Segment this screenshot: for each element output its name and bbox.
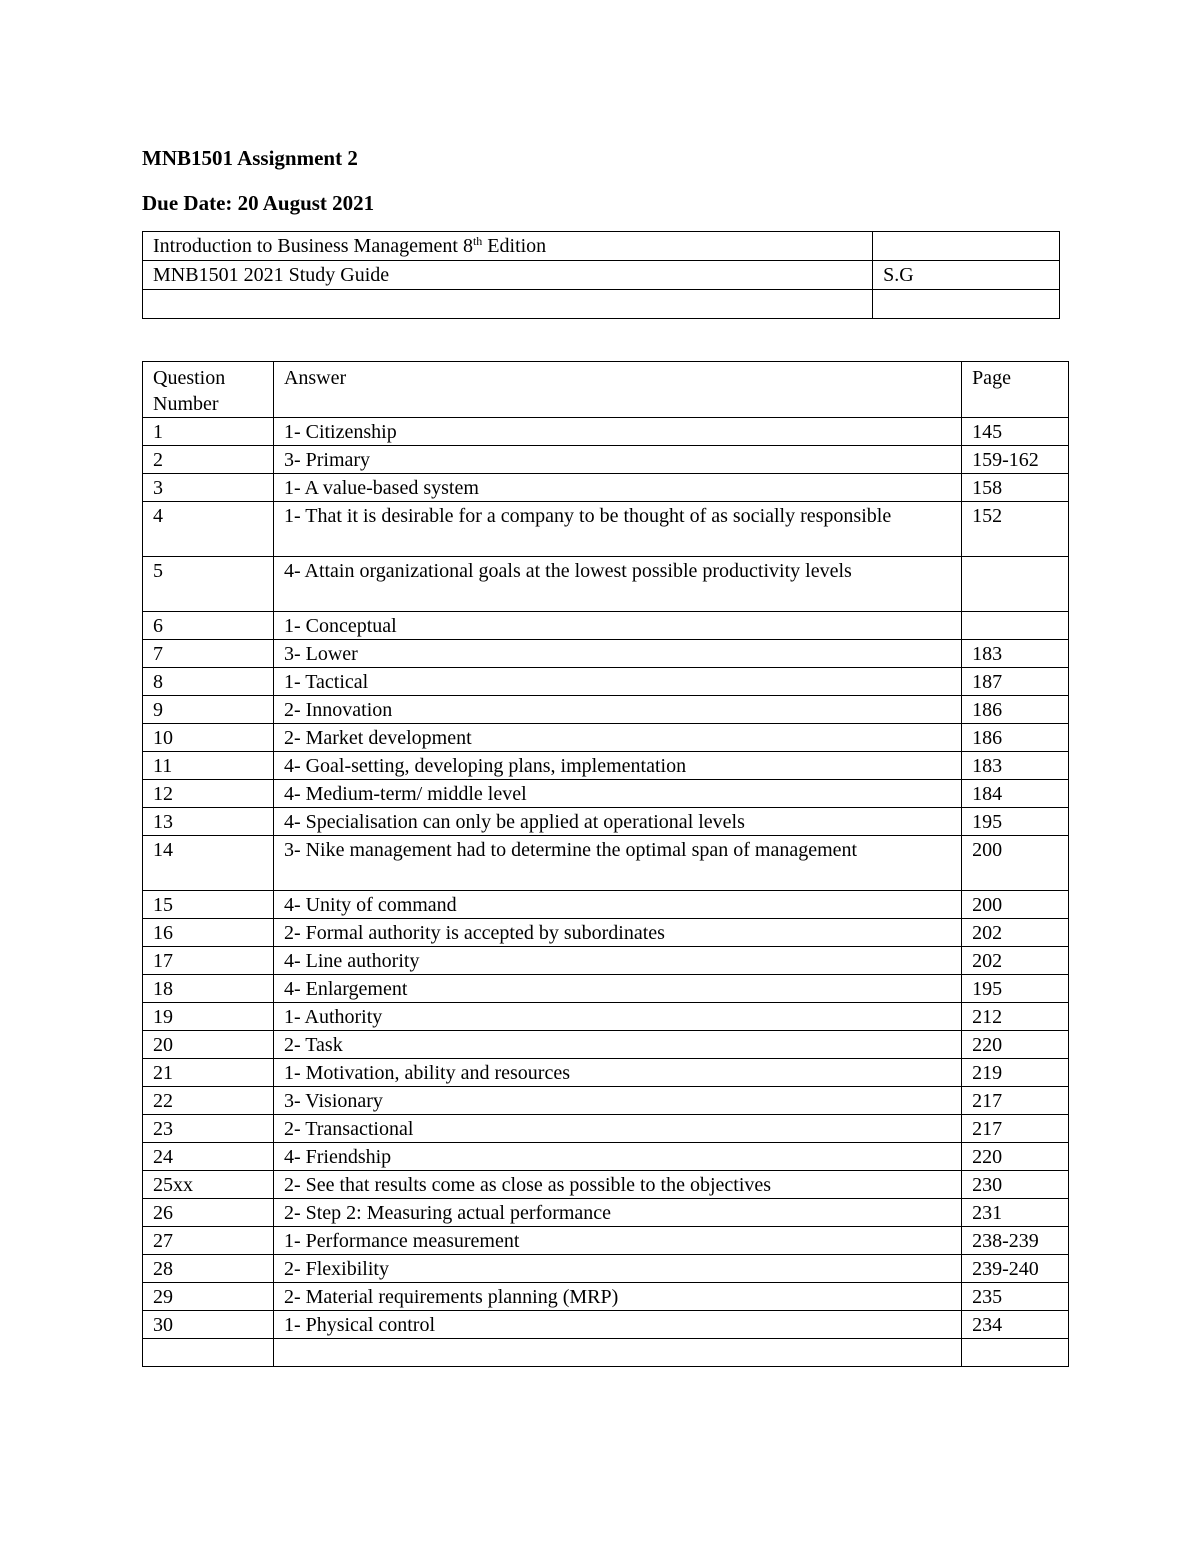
question-number-cell: 3 <box>143 474 274 502</box>
table-row <box>143 1115 1069 1143</box>
table-row <box>143 1031 1069 1059</box>
question-number-cell: 9 <box>143 696 274 724</box>
answer-cell: 4- Enlargement <box>273 975 961 1003</box>
page-cell: 187 <box>962 668 1069 696</box>
answer-cell: 2- Innovation <box>273 696 961 724</box>
table-row <box>143 1087 1069 1115</box>
table-row <box>143 724 1069 752</box>
page-cell <box>962 557 1069 612</box>
table-row <box>143 418 1069 446</box>
answer-cell: 2- Material requirements planning (MRP) <box>273 1283 961 1311</box>
question-number-cell: 20 <box>143 1031 274 1059</box>
table-row <box>143 1003 1069 1031</box>
page-cell: 217 <box>962 1115 1069 1143</box>
sources-table <box>142 231 1060 319</box>
source-row <box>143 261 1060 290</box>
page-cell: 200 <box>962 836 1069 891</box>
question-number-cell: 23 <box>143 1115 274 1143</box>
header-answer: Answer <box>273 362 961 418</box>
due-date: Due Date: 20 August 2021 <box>142 191 375 215</box>
answer-cell: 4- Goal-setting, developing plans, implementation <box>273 752 961 780</box>
question-number-cell: 14 <box>143 836 274 891</box>
answer-cell: 3- Lower <box>273 640 961 668</box>
answer-cell: 4- Specialisation can only be applied at operational levels <box>273 808 961 836</box>
table-row <box>143 1171 1069 1199</box>
table-row <box>143 808 1069 836</box>
page-cell: 145 <box>962 418 1069 446</box>
table-row <box>143 557 1069 612</box>
page-cell: 152 <box>962 502 1069 557</box>
page-cell: 220 <box>962 1143 1069 1171</box>
page-cell: 234 <box>962 1311 1069 1339</box>
table-row <box>143 1199 1069 1227</box>
page-cell: 231 <box>962 1199 1069 1227</box>
page-cell <box>962 612 1069 640</box>
source-abbr <box>873 232 1060 261</box>
question-number-cell: 5 <box>143 557 274 612</box>
page-cell: 202 <box>962 947 1069 975</box>
table-row <box>143 640 1069 668</box>
table-row <box>143 1283 1069 1311</box>
source-row <box>143 232 1060 261</box>
table-row <box>143 696 1069 724</box>
page-cell: 158 <box>962 474 1069 502</box>
answer-cell: 1- Physical control <box>273 1311 961 1339</box>
table-row <box>143 1339 1069 1367</box>
answer-cell: 1- A value-based system <box>273 474 961 502</box>
question-number-cell: 29 <box>143 1283 274 1311</box>
answer-cell: 2- Flexibility <box>273 1255 961 1283</box>
table-row <box>143 1059 1069 1087</box>
table-row <box>143 612 1069 640</box>
question-number-cell: 7 <box>143 640 274 668</box>
page-cell: 200 <box>962 891 1069 919</box>
document-title: MNB1501 Assignment 2 <box>142 146 358 170</box>
question-number-cell: 26 <box>143 1199 274 1227</box>
question-number-cell: 19 <box>143 1003 274 1031</box>
question-number-cell: 12 <box>143 780 274 808</box>
table-row <box>143 668 1069 696</box>
answer-cell: 1- Motivation, ability and resources <box>273 1059 961 1087</box>
answer-cell: 3- Nike management had to determine the optimal span of management <box>273 836 961 891</box>
answer-cell: 1- That it is desirable for a company to be thought of as socially responsible <box>273 502 961 557</box>
table-row <box>143 1311 1069 1339</box>
page-cell: 159-162 <box>962 446 1069 474</box>
table-row <box>143 836 1069 891</box>
question-number-cell: 10 <box>143 724 274 752</box>
source-name: Introduction to Business Management 8th Edition <box>143 232 873 261</box>
page-cell: 195 <box>962 975 1069 1003</box>
table-row <box>143 752 1069 780</box>
answers-table <box>142 361 1069 1367</box>
question-number-cell: 17 <box>143 947 274 975</box>
question-number-cell: 25xx <box>143 1171 274 1199</box>
answer-cell: 3- Primary <box>273 446 961 474</box>
answer-cell: 1- Citizenship <box>273 418 961 446</box>
question-number-cell: 11 <box>143 752 274 780</box>
answer-cell: 2- Market development <box>273 724 961 752</box>
source-row <box>143 290 1060 319</box>
answer-cell: 2- Transactional <box>273 1115 961 1143</box>
answer-cell: 2- See that results come as close as possible to the objectives <box>273 1171 961 1199</box>
page-cell: 186 <box>962 696 1069 724</box>
page-cell: 219 <box>962 1059 1069 1087</box>
question-number-cell: 28 <box>143 1255 274 1283</box>
table-row <box>143 474 1069 502</box>
question-number-cell: 30 <box>143 1311 274 1339</box>
answer-cell: 4- Unity of command <box>273 891 961 919</box>
table-row <box>143 502 1069 557</box>
answer-cell: 4- Line authority <box>273 947 961 975</box>
page-cell: 195 <box>962 808 1069 836</box>
answer-cell: 1- Authority <box>273 1003 961 1031</box>
page-cell: 239-240 <box>962 1255 1069 1283</box>
page-cell: 184 <box>962 780 1069 808</box>
question-number-cell: 21 <box>143 1059 274 1087</box>
answer-cell: 2- Formal authority is accepted by subordinates <box>273 919 961 947</box>
table-row <box>143 947 1069 975</box>
question-number-cell: 15 <box>143 891 274 919</box>
answer-cell: 4- Medium-term/ middle level <box>273 780 961 808</box>
question-number-cell: 2 <box>143 446 274 474</box>
question-number-cell: 4 <box>143 502 274 557</box>
page-cell: 220 <box>962 1031 1069 1059</box>
page-cell: 212 <box>962 1003 1069 1031</box>
page-cell: 183 <box>962 640 1069 668</box>
answer-cell: 4- Friendship <box>273 1143 961 1171</box>
question-number-cell: 16 <box>143 919 274 947</box>
question-number-cell: 6 <box>143 612 274 640</box>
question-number-cell: 24 <box>143 1143 274 1171</box>
page-cell: 230 <box>962 1171 1069 1199</box>
table-row <box>143 1255 1069 1283</box>
answer-cell: 1- Performance measurement <box>273 1227 961 1255</box>
table-header-row <box>143 362 1069 418</box>
table-row <box>143 975 1069 1003</box>
question-number-cell: 8 <box>143 668 274 696</box>
answer-cell: 1- Tactical <box>273 668 961 696</box>
source-name <box>143 290 873 319</box>
table-row <box>143 446 1069 474</box>
answer-cell <box>273 1339 961 1367</box>
page-cell: 217 <box>962 1087 1069 1115</box>
table-row <box>143 1227 1069 1255</box>
page-cell <box>962 1339 1069 1367</box>
page-cell: 238-239 <box>962 1227 1069 1255</box>
table-row <box>143 1143 1069 1171</box>
answer-cell: 2- Step 2: Measuring actual performance <box>273 1199 961 1227</box>
source-name: MNB1501 2021 Study Guide <box>143 261 873 290</box>
page-cell: 186 <box>962 724 1069 752</box>
question-number-cell: 22 <box>143 1087 274 1115</box>
question-number-cell <box>143 1339 274 1367</box>
source-abbr <box>873 290 1060 319</box>
header-question-number: Question Number <box>143 362 274 418</box>
question-number-cell: 1 <box>143 418 274 446</box>
answer-cell: 3- Visionary <box>273 1087 961 1115</box>
page-cell: 235 <box>962 1283 1069 1311</box>
answer-cell: 4- Attain organizational goals at the lowest possible productivity levels <box>273 557 961 612</box>
page-cell: 202 <box>962 919 1069 947</box>
table-row <box>143 780 1069 808</box>
question-number-cell: 27 <box>143 1227 274 1255</box>
question-number-cell: 13 <box>143 808 274 836</box>
page-cell: 183 <box>962 752 1069 780</box>
header-page: Page <box>962 362 1069 418</box>
source-abbr: S.G <box>873 261 1060 290</box>
answer-cell: 1- Conceptual <box>273 612 961 640</box>
answer-cell: 2- Task <box>273 1031 961 1059</box>
table-row <box>143 919 1069 947</box>
table-row <box>143 891 1069 919</box>
question-number-cell: 18 <box>143 975 274 1003</box>
